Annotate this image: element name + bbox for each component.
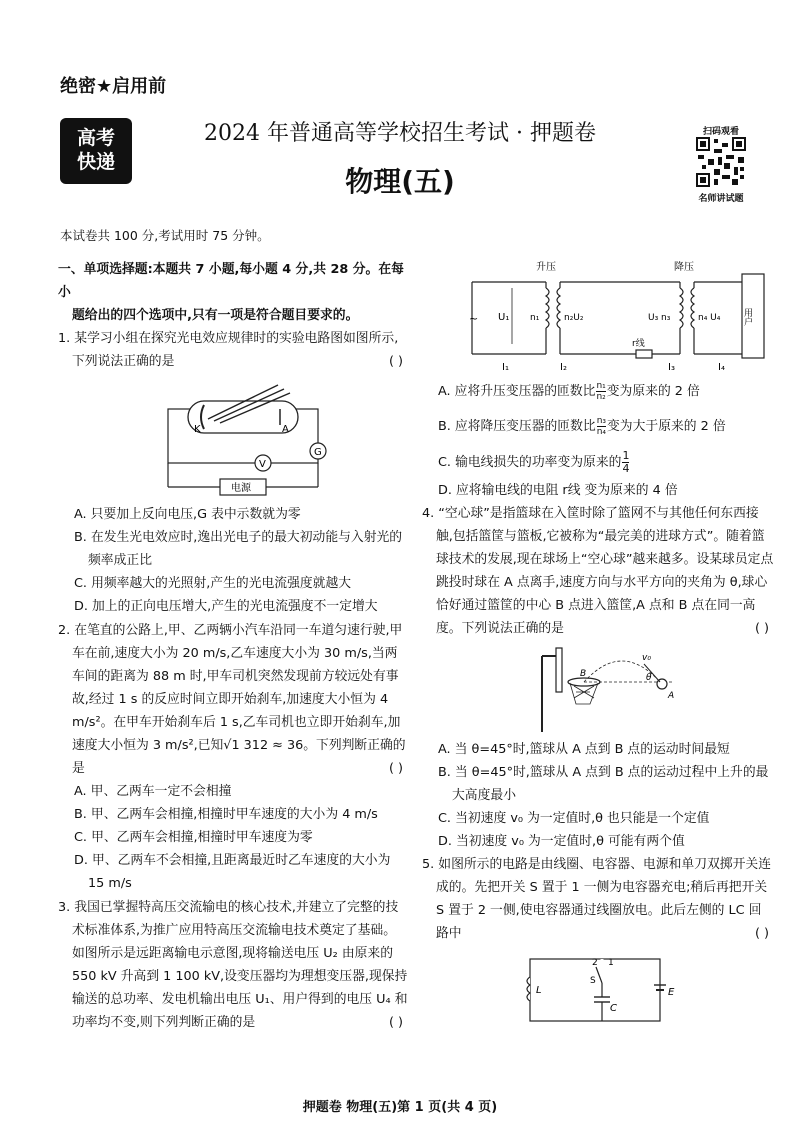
q3-option-a[interactable]: A. 应将升压变压器的匝数比 $\frac{\text{n₁}}{\text{n₂}}$ 变为原来的 2 倍 — [438, 381, 700, 402]
label-l: L — [536, 985, 542, 996]
label-source: 电源 — [231, 483, 251, 494]
q3c-fraction: $\frac{1}{4}$ — [622, 449, 630, 475]
q1-option-a[interactable]: A. 只要加上反向电压,G 表中示数就为零 — [74, 507, 301, 522]
label-k: K — [194, 424, 201, 435]
label-1: 1 — [608, 958, 614, 968]
section-heading-line2: 题给出的四个选项中,只有一项是符合题目要求的。 — [72, 308, 359, 323]
coil-n2 — [557, 288, 560, 328]
inductor — [527, 977, 530, 1001]
label-2: 2 — [592, 958, 598, 968]
label-g: G — [314, 447, 322, 458]
q1-stem: 1. 某学习小组在探究光电效应规律时的实验电路图如图所示,下列说法正确的是 ( ) — [58, 327, 408, 373]
q3-option-c[interactable]: C. 输电线损失的功率变为原来的 $\frac{1}{4}$ — [438, 449, 630, 475]
q3-option-d[interactable]: D. 应将输电线的电阻 r线 变为原来的 4 倍 — [438, 483, 678, 498]
q4-option-a[interactable]: A. 当 θ=45°时,篮球从 A 点到 B 点的运动时间最短 — [438, 742, 730, 757]
coil-n4 — [691, 288, 694, 328]
label-c: C — [610, 1003, 617, 1014]
q3-answer-paren[interactable]: ( ) — [389, 1015, 404, 1030]
coil-n1 — [546, 288, 549, 328]
q3-stem: 3. 我国已掌握特高压交流输电的核心技术,并建立了完整的技术标准体系,为推广应用特高压交流输电技术奠定了基础。如图所示是远距离输电示意图,现将输送电压 U₂ 由原来的 550 kV 升高到 1 100 kV,设变压器均为理想变压器,现保持输送的总功率、发电机输出电压 U₁、用户得到的电压 U₄ 和功率均不变,则下列判断正确的是 ( ) — [58, 896, 408, 1034]
label-e: E — [668, 987, 675, 998]
label-s: S — [590, 976, 596, 986]
q4-stem: 4. “空心球”是指篮球在入筐时除了篮网不与其他任何东西接触,包括篮筐与篮板,它被称为“最完美的进球方式”。随着篮球技术的发展,现在球场上“空心球”越来越多。设某球员定点跳投时球在 A 点离手,速度方向与水平方向的夹角为 θ,球心恰好通过篮筐的中心 B 点进入篮筐,A 点和 B 点在同一高度。下列说法正确的是 ( ) — [422, 502, 774, 640]
q1-option-c[interactable]: C. 用频率越大的光照射,产生的光电流强度就越大 — [74, 576, 352, 591]
lc-frame — [530, 959, 660, 1021]
q3a-fraction: $\frac{\text{n₁}}{\text{n₂}}$ — [596, 381, 606, 402]
q1-option-d[interactable]: D. 加上的正向电压增大,产生的光电流强度不一定增大 — [74, 599, 378, 614]
q4-option-c[interactable]: C. 当初速度 v₀ 为一定值时,θ 也只能是一个定值 — [438, 811, 710, 826]
q4-answer-paren[interactable]: ( ) — [755, 621, 770, 636]
label-step-down: 降压 — [674, 262, 694, 273]
label-a: A — [668, 691, 675, 701]
exam-title: 2024 年普通高等学校招生考试 · 押题卷 — [204, 121, 596, 146]
ac-symbol: ~ — [469, 312, 479, 325]
q2-option-d[interactable]: D. 甲、乙两车不会相撞,且距离最近时乙车速度的大小为 15 m/s — [74, 853, 391, 891]
lc-circuit-figure — [518, 949, 678, 1029]
label-n1: n₁ — [530, 313, 540, 323]
label-user: 用户 — [742, 308, 752, 326]
label-step-up: 升压 — [536, 262, 556, 273]
q5-answer-paren[interactable]: ( ) — [755, 926, 770, 941]
qr-bottom-label: 名师讲试题 — [698, 194, 744, 204]
exam-info: 本试卷共 100 分,考试用时 75 分钟。 — [60, 228, 270, 243]
q2-option-c[interactable]: C. 甲、乙两车会相撞,相撞时甲车速度为零 — [74, 830, 313, 845]
label-theta: θ — [646, 673, 652, 683]
q3b-fraction: $\frac{\text{n₃}}{\text{n₄}}$ — [596, 416, 606, 437]
section-heading-line1: 一、单项选择题:本题共 7 小题,每小题 4 分,共 28 分。在每小 — [58, 262, 404, 300]
label-b: B — [580, 669, 587, 679]
label-a: A — [282, 424, 289, 435]
label-i4: I₄ — [718, 362, 725, 373]
label-rline: r线 — [632, 339, 645, 349]
brand-logo: 高考 快递 — [60, 118, 132, 184]
label-u1: U₁ — [498, 312, 510, 323]
line-resistor — [636, 350, 652, 358]
qr-top-label: 扫码观看 — [702, 127, 739, 137]
backboard — [556, 648, 562, 692]
label-v0: v₀ — [642, 653, 651, 663]
secret-label: 绝密★启用前 — [60, 76, 167, 97]
q5-stem: 5. 如图所示的电路是由线圈、电容器、电源和单刀双掷开关连成的。先把开关 S 置于 1 一侧为电容器充电;稍后再把开关 S 置于 2 一侧,使电容器通过线圈放电。此后左侧的 LC 回路中 ( ) — [422, 853, 774, 945]
q4-option-b[interactable]: B. 当 θ=45°时,篮球从 A 点到 B 点的运动过程中上升的最大高度最小 — [438, 765, 769, 803]
q1-answer-paren[interactable]: ( ) — [389, 354, 404, 369]
q2-answer-paren[interactable]: ( ) — [389, 761, 404, 776]
label-u3n3: U₃ n₃ — [648, 313, 671, 323]
q2-stem: 2. 在笔直的公路上,甲、乙两辆小汽车沿同一车道匀速行驶,甲车在前,速度大小为 20 m/s,乙车速度大小为 30 m/s,当两车间的距离为 88 m 时,甲车司机突然发现前方较远处有事故,经过 1 s 的反应时间立即开始刹车,加速度大小恒为 4 m/s²。在甲车开始刹车后 1 s,乙车司机也立即开始刹车,加速度大小恒为 3 m/s²,已知√1 312 ≈ 36。下列判断正确的是 ( ) — [58, 619, 408, 780]
label-n4u4: n₄ U₄ — [698, 313, 721, 323]
left-column — [58, 258, 408, 1034]
label-i3: I₃ — [668, 362, 675, 373]
coil-n3 — [680, 288, 683, 328]
basketball-figure — [532, 642, 692, 734]
q4-option-d[interactable]: D. 当初速度 v₀ 为一定值时,θ 可能有两个值 — [438, 834, 685, 849]
photoelectric-circuit-figure — [108, 379, 408, 497]
q3-option-b[interactable]: B. 应将降压变压器的匝数比 $\frac{\text{n₃}}{\text{n₄}}$ 变为大于原来的 2 倍 — [438, 416, 726, 437]
q2-option-b[interactable]: B. 甲、乙两车会相撞,相撞时甲车速度的大小为 4 m/s — [74, 807, 378, 822]
q2-option-a[interactable]: A. 甲、乙两车一定不会相撞 — [74, 784, 232, 799]
label-i1: I₁ — [502, 362, 509, 373]
subject-title: 物理(五) — [345, 165, 455, 198]
label-i2: I₂ — [560, 362, 567, 373]
label-v: V — [259, 459, 266, 470]
transmission-figure — [469, 258, 762, 374]
qr-code-icon[interactable] — [696, 137, 746, 187]
right-column — [422, 258, 774, 1029]
page-footer: 押题卷 物理(五)第 1 页(共 4 页) — [302, 1100, 498, 1115]
switch-blade — [596, 967, 602, 983]
q1-option-b[interactable]: B. 在发生光电效应时,逸出光电子的最大初动能与入射光的频率成正比 — [74, 530, 403, 568]
label-n2u2: n₂U₂ — [564, 313, 584, 323]
